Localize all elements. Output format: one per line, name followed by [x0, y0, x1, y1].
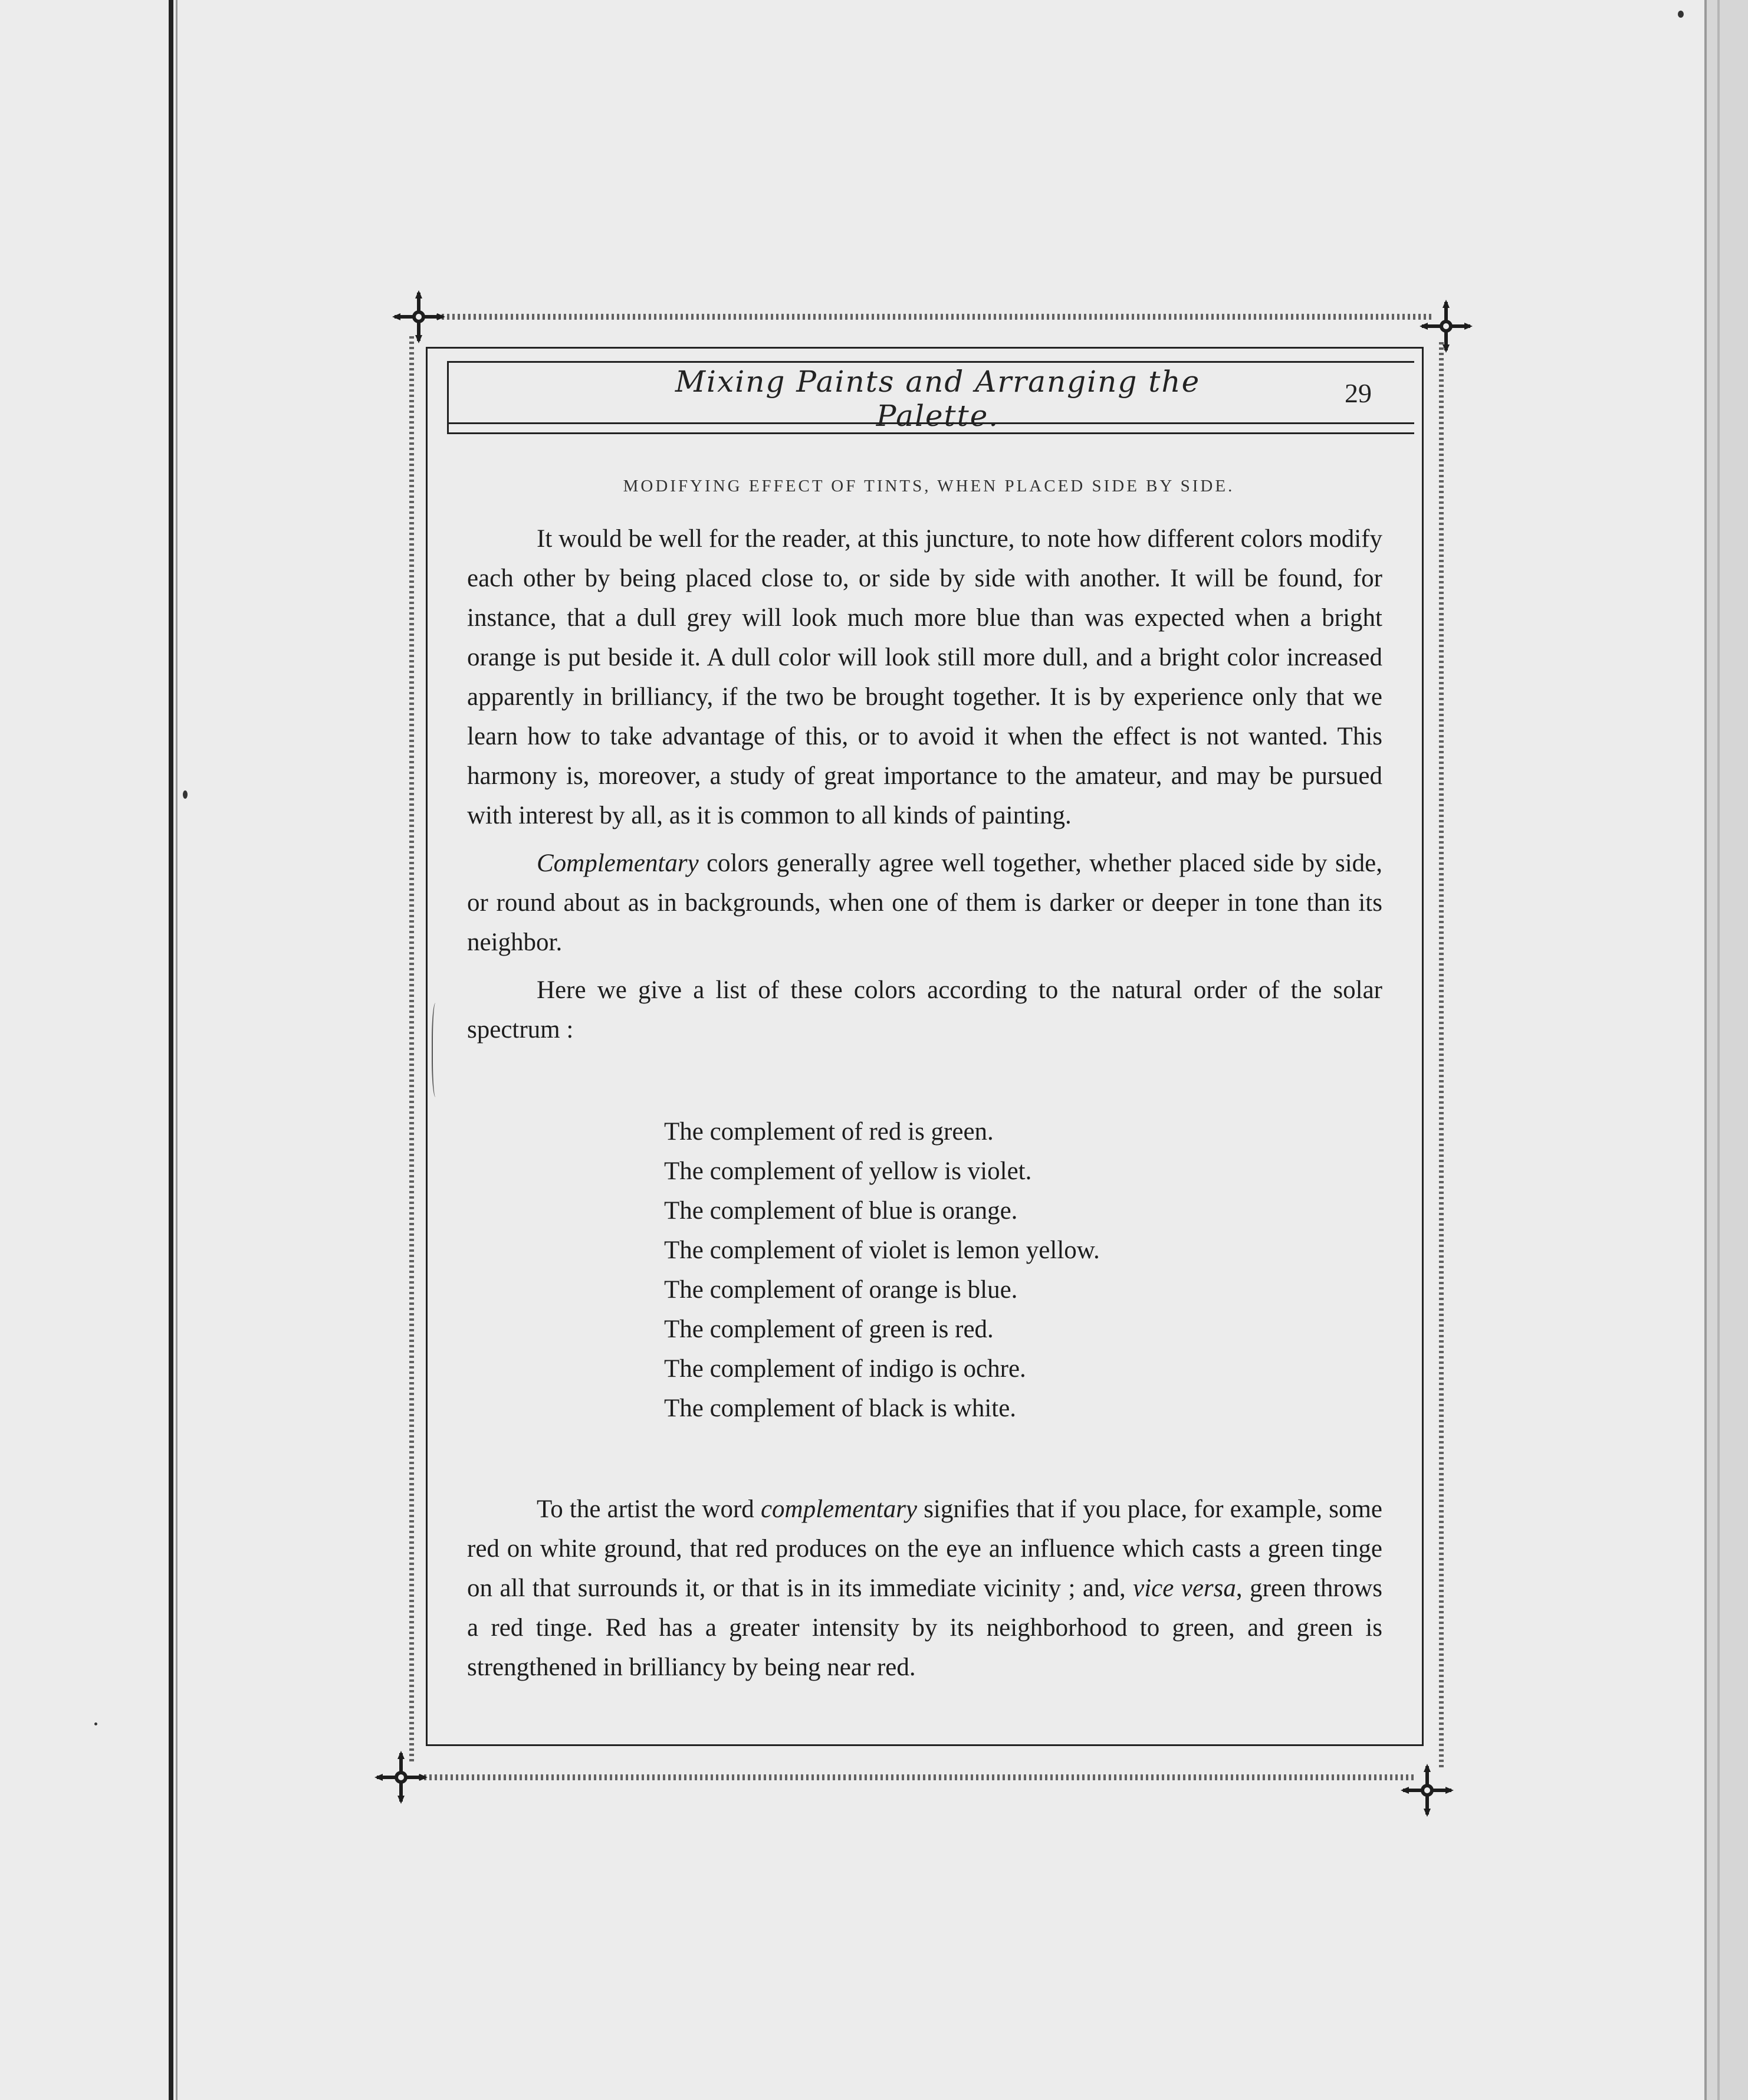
list-item: The complement of violet is lemon yellow. [664, 1236, 1100, 1264]
running-head: Mixing Paints and Arranging the Palette. [675, 365, 1201, 433]
paragraph-2 [467, 844, 1382, 962]
section-heading: MODIFYING EFFECT OF TINTS, WHEN PLACED SIDE BY SIDE. [623, 477, 1235, 496]
fleuron-top-left-icon [392, 290, 445, 343]
book-spine-edge [169, 0, 173, 2100]
page-edge-line [1717, 0, 1720, 2100]
paragraph-3: Here we give a list of these colors according to the natural order of the solar spectrum : [467, 976, 1382, 1044]
emphasis-vice-versa: vice versa [1133, 1574, 1236, 1602]
border-right-rule [1439, 342, 1444, 1770]
fleuron-top-right-icon [1420, 300, 1473, 353]
border-top-rule [436, 314, 1433, 320]
body-text [467, 519, 1382, 1695]
paragraph-4 [467, 1489, 1382, 1687]
paragraph-4-text-a: To the artist the word [537, 1495, 761, 1523]
border-left-rule [409, 336, 414, 1764]
scan-speck [183, 790, 188, 799]
scan-speck [1678, 11, 1684, 18]
list-item: The complement of black is white. [664, 1394, 1017, 1422]
list-item: The complement of orange is blue. [664, 1276, 1018, 1304]
border-bottom-rule [419, 1774, 1415, 1780]
paragraph-1: It would be well for the reader, at this juncture, to note how different colors modify each other by being placed close to, or side by side with another. It will be found, for instance, that a dull grey will look much more blue than was expected when a bright orange is put beside it. A dull color will look still more dull, and a bright color increased apparently in brilliancy, if the two be brought together. It is by experience only that we learn how to take advantage of this, or to avoid it when the effect is not wanted. This harmony is, moreover, a study of great importance to the amateur, and may be pursued with interest by all, as it is common to all kinds of painting. [467, 525, 1382, 829]
list-item: The complement of green is red. [664, 1315, 994, 1343]
list-item: The complement of yellow is violet. [664, 1157, 1032, 1185]
scan-speck [94, 1722, 97, 1725]
paragraph-2-text: colors generally agree well together, whether placed side by side, or round about as in backgrounds, when one of them is darker or deeper in tone than its neighbor. [467, 849, 1382, 956]
list-item: The complement of indigo is ochre. [664, 1355, 1026, 1383]
list-item: The complement of red is green. [664, 1118, 994, 1146]
paragraph-4-text-c: , green throws a red tinge. Red has a greater intensity by its neighborhood to green, and green is strengthened in brilliancy by being near red. [467, 1574, 1383, 1681]
page-number: 29 [1345, 378, 1372, 408]
margin-bracket-mark [432, 1003, 441, 1097]
complements-list [664, 1112, 1382, 1428]
list-item: The complement of blue is orange. [664, 1197, 1018, 1225]
book-spine-shadow [176, 0, 178, 2100]
fleuron-bottom-right-icon [1401, 1764, 1454, 1817]
fleuron-bottom-left-icon [374, 1751, 428, 1804]
emphasis-complementary-lower: complementary [760, 1495, 918, 1523]
page-edge-right [1704, 0, 1748, 2100]
emphasis-complementary: Complementary [537, 849, 699, 877]
paragraph-4-text-b: signifies that if you place, for example, some red on white ground, that red produces on the eye an influence which casts a green tinge on all that surrounds it, or that is in its immediate vicinity ; and, [467, 1495, 1383, 1602]
